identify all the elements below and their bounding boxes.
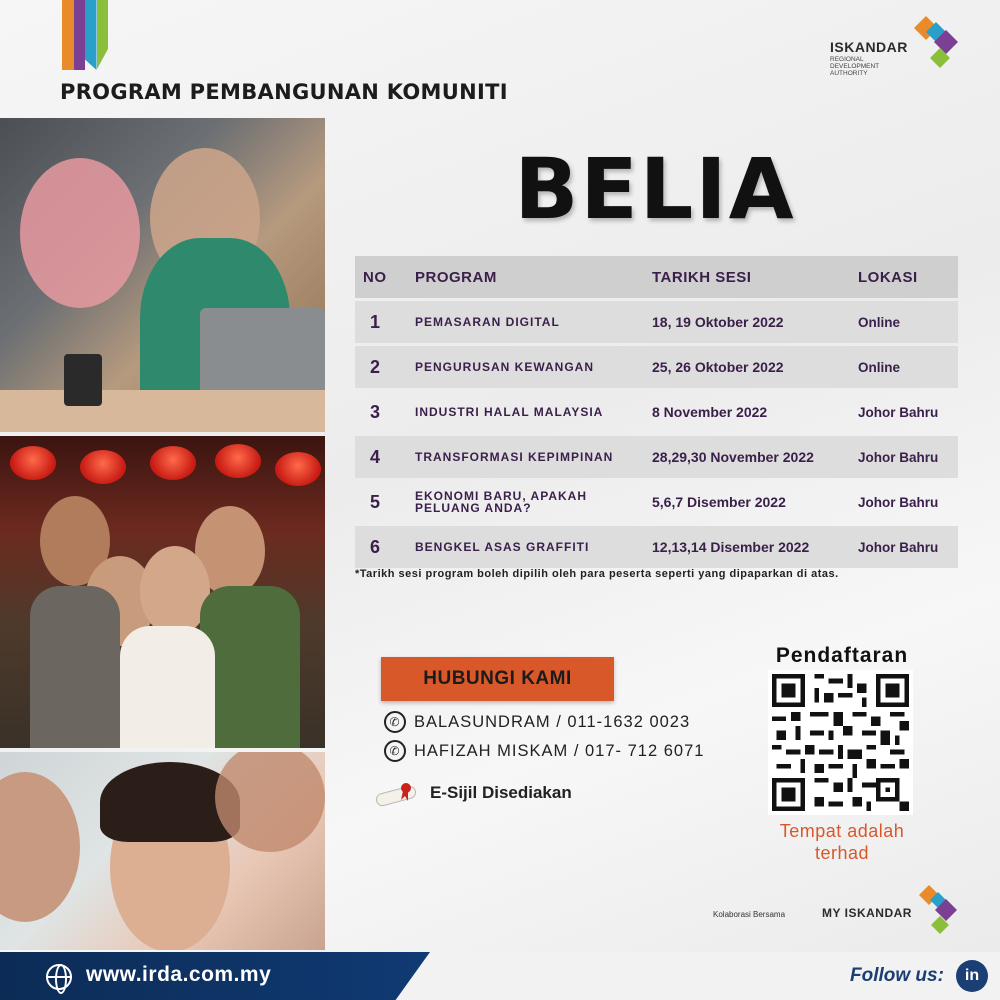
- row-program: TRANSFORMASI KEPIMPINAN: [415, 450, 614, 464]
- iskandar-wordmark: ISKANDAR: [830, 39, 908, 55]
- row-location: Johor Bahru: [858, 494, 939, 510]
- row-program: INDUSTRI HALAL MALAYSIA: [415, 405, 604, 419]
- row-location: Johor Bahru: [858, 404, 939, 420]
- row-program: BENGKEL ASAS GRAFFITI: [415, 540, 590, 554]
- limited-seats-line-2: terhad: [814, 843, 870, 863]
- page-title: BELIA: [514, 140, 796, 238]
- globe-icon: [46, 964, 72, 990]
- table-footnote: *Tarikh sesi program boleh dipilih oleh para peserta seperti yang dipaparkan di atas.: [355, 568, 839, 580]
- follow-us-label: Follow us:: [850, 965, 944, 986]
- iskandar-logo: [830, 12, 960, 82]
- row-no: 4: [369, 446, 380, 467]
- header-date: TARIKH SESI: [652, 268, 752, 286]
- photo-youth-smiling: [0, 752, 325, 950]
- contact-text: BALASUNDRAM / 011-1632 0023: [414, 712, 691, 731]
- row-date: 8 November 2022: [652, 404, 768, 420]
- myiskandar-wordmark: MY ISKANDAR: [822, 906, 912, 920]
- row-location: Johor Bahru: [858, 539, 939, 555]
- myiskandar-diamond-icon: [915, 883, 959, 939]
- table-row: [355, 481, 958, 523]
- row-location: Online: [858, 359, 901, 375]
- row-program: EKONOMI BARU, APAKAH PELUANG ANDA?: [415, 489, 587, 515]
- table-row: [355, 391, 958, 433]
- registration-qr-code[interactable]: [768, 670, 913, 815]
- table-row: [355, 346, 958, 388]
- program-table: [355, 256, 958, 571]
- contact-us-button[interactable]: HUBUNGI KAMI: [381, 657, 614, 701]
- page-header-title: PROGRAM PEMBANGUNAN KOMUNITI: [60, 80, 508, 104]
- limited-seats-line-1: Tempat adalah: [779, 821, 905, 841]
- table-row: [355, 436, 958, 478]
- row-date: 28,29,30 November 2022: [652, 449, 814, 465]
- photo-youth-selfie: [0, 436, 325, 748]
- row-no: 2: [369, 356, 380, 377]
- header-program: PROGRAM: [415, 268, 497, 286]
- website-link[interactable]: www.irda.com.my: [86, 963, 272, 986]
- row-location: Johor Bahru: [858, 449, 939, 465]
- row-date: 5,6,7 Disember 2022: [652, 494, 786, 510]
- certificate-label: E-Sijil Disediakan: [430, 783, 572, 802]
- linkedin-icon[interactable]: in: [956, 960, 988, 992]
- qr-code-icon: [772, 674, 909, 811]
- row-no: 5: [369, 491, 380, 512]
- phone-icon: ✆: [384, 740, 406, 762]
- row-date: 12,13,14 Disember 2022: [652, 539, 810, 555]
- iskandar-diamond-icon: [912, 12, 960, 72]
- row-no: 1: [369, 311, 380, 332]
- registration-title: Pendaftaran: [775, 644, 909, 667]
- brand-stripes-icon: [62, 0, 108, 70]
- collaboration-label: Kolaborasi Bersama: [713, 910, 786, 919]
- contact-line-1[interactable]: [384, 711, 690, 733]
- row-no: 3: [369, 401, 380, 422]
- row-program: PENGURUSAN KEWANGAN: [415, 360, 595, 374]
- contact-line-2[interactable]: [384, 740, 704, 762]
- table-header-row: [355, 256, 958, 298]
- row-no: 6: [369, 536, 380, 557]
- row-date: 18, 19 Oktober 2022: [652, 314, 784, 330]
- footer-bar: [0, 952, 1000, 1000]
- certificate-note: [372, 778, 572, 808]
- iskandar-subtitle: REGIONAL DEVELOPMENT AUTHORITY: [830, 56, 880, 77]
- row-program: PEMASARAN DIGITAL: [415, 315, 560, 329]
- row-date: 25, 26 Oktober 2022: [652, 359, 784, 375]
- limited-seats-note: [752, 820, 932, 864]
- certificate-scroll-icon: [372, 778, 424, 808]
- table-row: [355, 526, 958, 568]
- header-no: NO: [363, 268, 387, 286]
- table-row: [355, 301, 958, 343]
- header-location: LOKASI: [858, 268, 918, 286]
- phone-icon: ✆: [384, 711, 406, 733]
- contact-text: HAFIZAH MISKAM / 017- 712 6071: [414, 741, 705, 760]
- row-location: Online: [858, 314, 901, 330]
